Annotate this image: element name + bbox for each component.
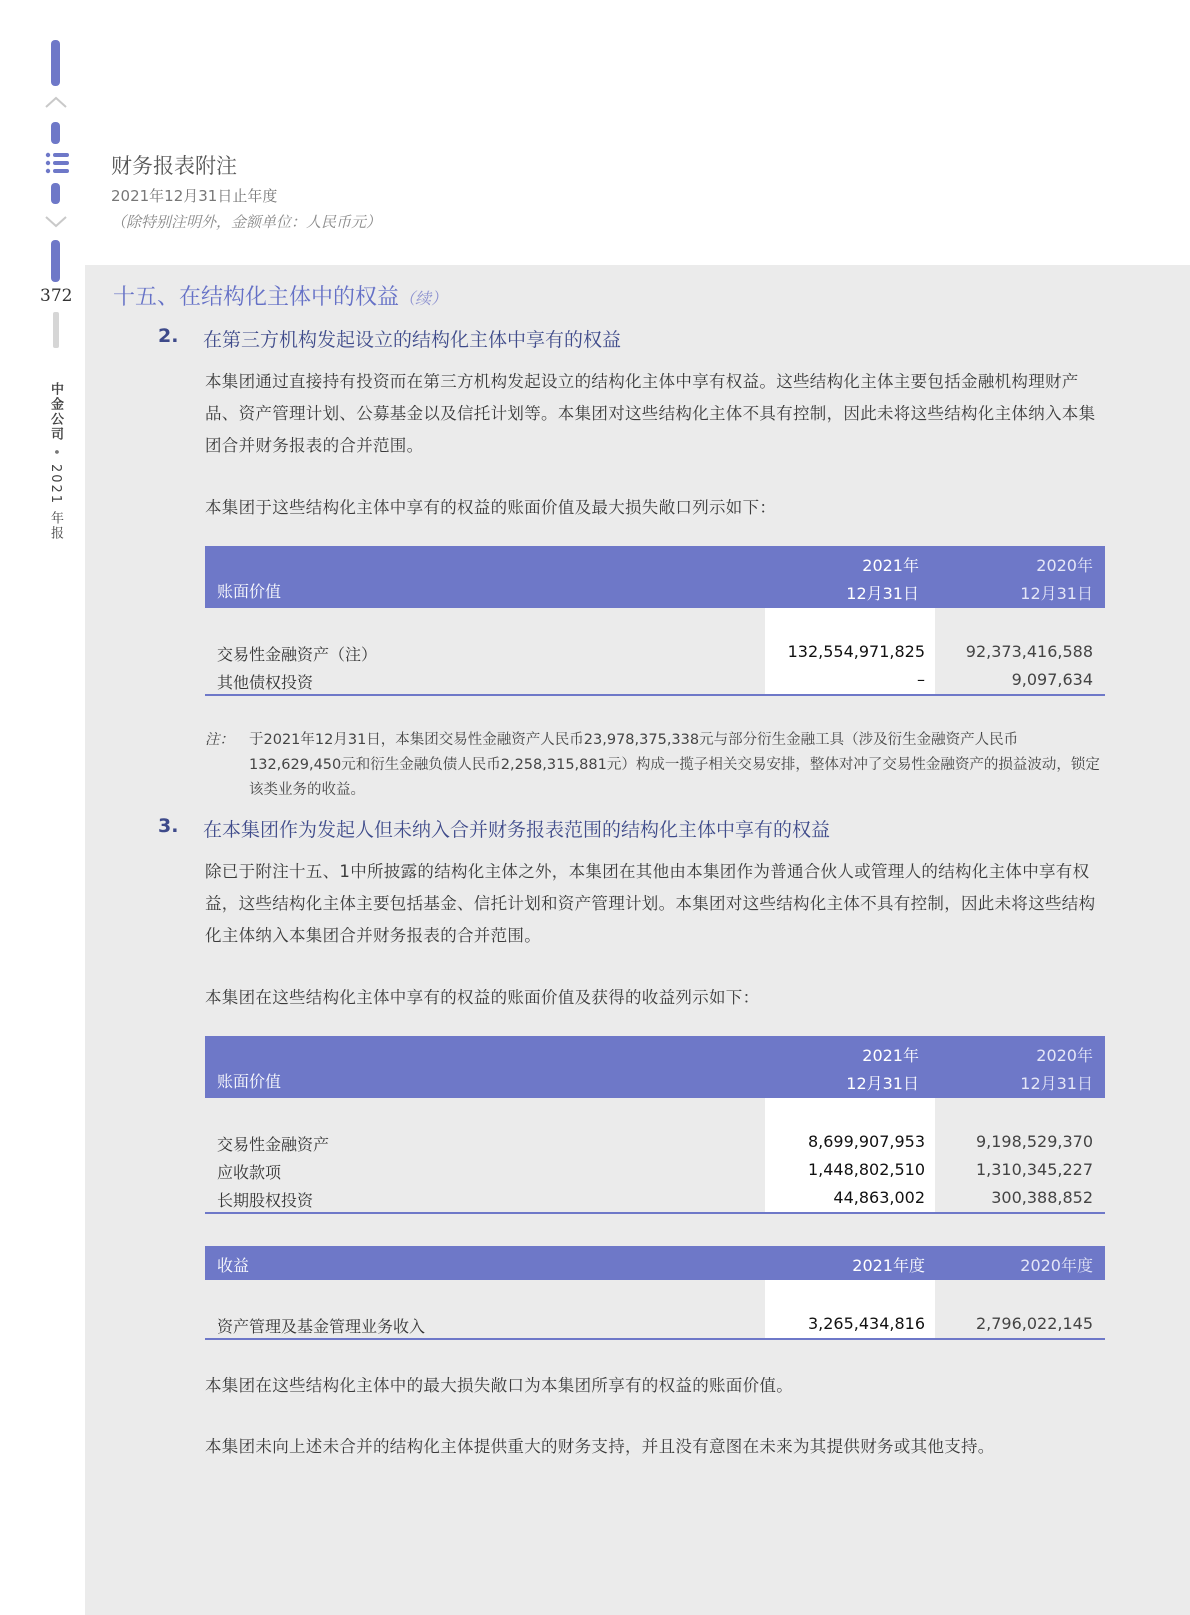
- s2-paragraph-1: 本集团通过直接持有投资而在第三方机构发起设立的结构化主体中享有权益。这些结构化主体主要包括金融机构理财产品、资产管理计划、公募基金以及信托计划等。本集团对这些结构化主体不具有控制，因此未将这些结构化主体纳入本集团合并财务报表的合并范围。: [205, 372, 1096, 455]
- unit-note: （除特别注明外，金额单位：人民币元）: [111, 213, 382, 231]
- income-table-body: [205, 1280, 1105, 1338]
- income-col-2021: 2021年度: [852, 1256, 925, 1275]
- value-2020: 1,310,345,227: [975, 1160, 1093, 1179]
- row-label: 应收款项: [217, 1163, 282, 1182]
- page-title: 财务报表附注: [111, 154, 237, 178]
- value-2020: 2,796,022,145: [975, 1314, 1093, 1333]
- s3-table: [205, 1036, 1105, 1214]
- table-row: [205, 1156, 1105, 1184]
- value-2021: –: [917, 670, 925, 689]
- note-tag: 注：: [205, 732, 234, 748]
- subsection-3-number: 3.: [158, 815, 179, 837]
- s3-table-body: [205, 1098, 1105, 1212]
- s3-col-2021-line1: 2021年: [862, 1046, 919, 1065]
- subsection-3-title: 在本集团作为发起人但未纳入合并财务报表范围的结构化主体中享有的权益: [203, 819, 831, 841]
- chevron-down-icon[interactable]: [44, 215, 68, 229]
- note-body: 于2021年12月31日，本集团交易性金融资产人民币23,978,375,338元与部分衍生金融工具（涉及衍生金融资产人民币132,629,450元和衍生金融负债人民币2,258,315,881元）构成一揽子相关交易安排，整体对冲了交易性金融资产的损益波动，锁定该类业务的收益。: [249, 732, 1100, 798]
- subsection-2-number: 2.: [158, 325, 179, 347]
- table-row: [205, 638, 1105, 666]
- value-2021: 1,448,802,510: [807, 1160, 925, 1179]
- income-col-label: 收益: [217, 1256, 250, 1275]
- value-2020: 9,198,529,370: [975, 1132, 1093, 1151]
- s2-paragraph-2: 本集团于这些结构化主体中享有的权益的账面价值及最大损失敞口列示如下：: [205, 498, 777, 517]
- s3-paragraph-4: 本集团未向上述未合并的结构化主体提供重大的财务支持，并且没有意图在未来为其提供财务或其他支持。: [205, 1437, 995, 1456]
- value-2020: 300,388,852: [991, 1188, 1093, 1207]
- rail-bar-top: [51, 40, 60, 86]
- report-year: 2021 年报: [48, 463, 63, 542]
- row-label: 资产管理及基金管理业务收入: [217, 1317, 426, 1336]
- s3-paragraph-2: 本集团在这些结构化主体中享有的权益的账面价值及获得的收益列示如下：: [205, 988, 760, 1007]
- s2-table-body: [205, 608, 1105, 694]
- row-label: 交易性金融资产: [217, 1135, 330, 1154]
- value-2020: 9,097,634: [1011, 670, 1093, 689]
- table-bottom-rule: [205, 694, 1105, 696]
- table-row: [205, 1310, 1105, 1338]
- section-continued: （续）: [399, 289, 448, 308]
- row-label: 长期股权投资: [217, 1191, 314, 1210]
- s3-col-label: 账面价值: [217, 1072, 282, 1091]
- income-col-2020: 2020年度: [1020, 1256, 1093, 1275]
- report-label: [46, 382, 65, 541]
- chevron-up-icon[interactable]: [44, 95, 68, 109]
- s2-col-2021-line2: 12月31日: [846, 584, 919, 603]
- s3-col-2021-line2: 12月31日: [846, 1074, 919, 1093]
- page-number: 372: [40, 286, 73, 306]
- s2-col-2020-line1: 2020年: [1036, 556, 1093, 575]
- value-2021: 44,863,002: [833, 1188, 925, 1207]
- company-name: 中金公司: [48, 382, 63, 442]
- list-menu-icon[interactable]: [44, 150, 70, 176]
- table-row: [205, 1184, 1105, 1212]
- s3-income-table: [205, 1246, 1105, 1340]
- s2-col-2020-line2: 12月31日: [1020, 584, 1093, 603]
- s2-col-label: 账面价值: [217, 582, 282, 601]
- s2-table-header: [205, 546, 1105, 608]
- value-2020: 92,373,416,588: [965, 642, 1093, 661]
- rail-bar-upper: [51, 122, 60, 144]
- s3-col-2020-line1: 2020年: [1036, 1046, 1093, 1065]
- row-label: 交易性金融资产（注）: [217, 645, 378, 664]
- table-row: [205, 1128, 1105, 1156]
- rail-bar-lower: [51, 183, 60, 204]
- s2-col-2021-line1: 2021年: [862, 556, 919, 575]
- s2-table: [205, 546, 1105, 696]
- s3-col-2020-line2: 12月31日: [1020, 1074, 1093, 1093]
- s3-paragraph-3: 本集团在这些结构化主体中的最大损失敞口为本集团所享有的权益的账面价值。: [205, 1376, 793, 1395]
- section-title: [113, 280, 447, 311]
- row-label: 其他债权投资: [217, 673, 314, 692]
- subsection-2-title: 在第三方机构发起设立的结构化主体中享有的权益: [203, 329, 622, 351]
- rail-divider: [53, 312, 59, 348]
- table-bottom-rule: [205, 1338, 1105, 1340]
- s3-table-header: [205, 1036, 1105, 1098]
- section-title-text: 十五、在结构化主体中的权益: [113, 285, 400, 310]
- table-row: [205, 666, 1105, 694]
- rail-bar-bottom: [51, 240, 60, 282]
- income-table-header: [205, 1246, 1105, 1280]
- table-bottom-rule: [205, 1212, 1105, 1214]
- period-label: 2021年12月31日止年度: [111, 187, 278, 205]
- value-2021: 3,265,434,816: [807, 1314, 925, 1333]
- separator-dot: •: [48, 448, 63, 458]
- value-2021: 8,699,907,953: [807, 1132, 925, 1151]
- value-2021: 132,554,971,825: [787, 642, 925, 661]
- s3-paragraph-1: 除已于附注十五、1中所披露的结构化主体之外，本集团在其他由本集团作为普通合伙人或管理人的结构化主体中享有权益，这些结构化主体主要包括基金、信托计划和资产管理计划。本集团对这些结构化主体不具有控制，因此未将这些结构化主体纳入本集团合并财务报表的合并范围。: [205, 862, 1096, 945]
